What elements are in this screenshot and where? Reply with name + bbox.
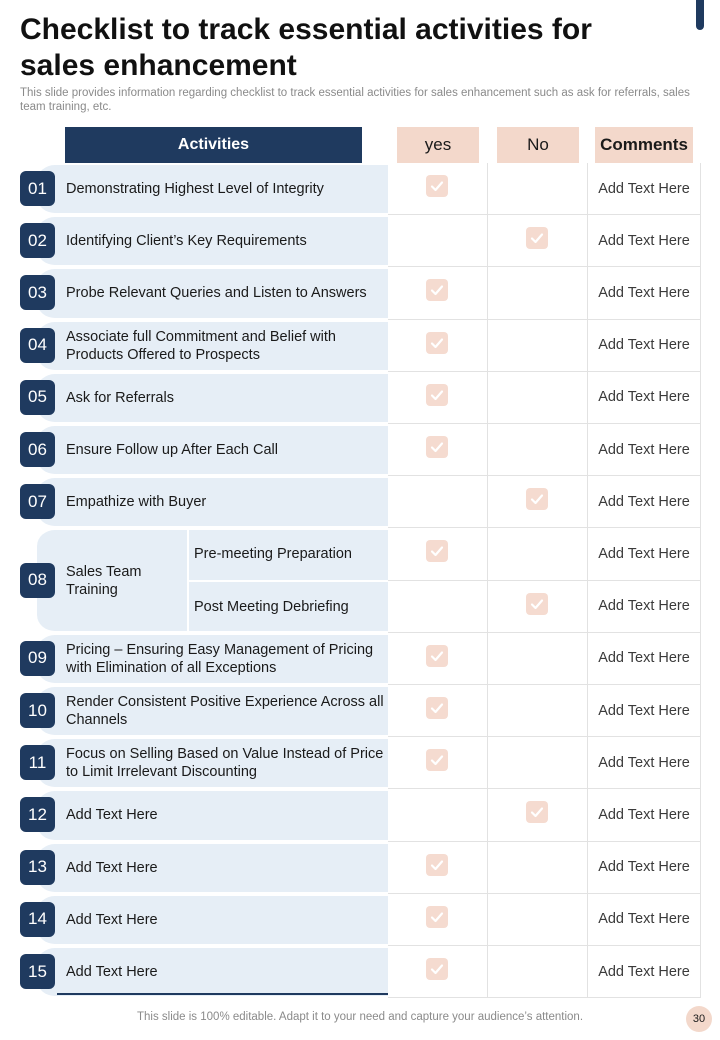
checkbox-checked-icon[interactable] (526, 593, 548, 615)
activity-label: Focus on Selling Based on Value Instead of Price to Limit Irrelevant Discounting (66, 746, 384, 781)
activity-label: Demonstrating Highest Level of Integrity (66, 181, 324, 198)
comment-cell[interactable]: Add Text Here (588, 215, 701, 267)
row-number-badge: 07 (20, 484, 55, 519)
no-cell (488, 737, 588, 789)
comment-cell[interactable]: Add Text Here (588, 424, 701, 476)
activity-label: Add Text Here (66, 911, 158, 928)
yes-cell (388, 320, 488, 372)
header-yes: yes (397, 127, 479, 163)
no-cell (488, 946, 588, 998)
page-title: Checklist to track essential activities for sales enhancement (20, 13, 592, 82)
comment-cell[interactable]: Add Text Here (588, 372, 701, 424)
yes-cell (388, 476, 488, 528)
comment-cell[interactable]: Add Text Here (588, 894, 701, 946)
yes-cell (388, 267, 488, 319)
row-number-badge: 03 (20, 275, 55, 310)
no-cell (488, 528, 588, 580)
comment-cell[interactable]: Add Text Here (588, 528, 701, 580)
yes-cell (388, 163, 488, 215)
no-cell (488, 215, 588, 267)
checkbox-checked-icon[interactable] (426, 906, 448, 928)
checkbox-checked-icon[interactable] (526, 488, 548, 510)
no-cell (488, 789, 588, 841)
table-row (0, 215, 720, 267)
table-row (0, 842, 720, 894)
header-no: No (497, 127, 579, 163)
checkbox-checked-icon[interactable] (426, 645, 448, 667)
activity-label: Ask for Referrals (66, 389, 174, 406)
comment-cell[interactable]: Add Text Here (588, 685, 701, 737)
row-number-badge: 01 (20, 171, 55, 206)
row-number-badge: 13 (20, 850, 55, 885)
row-number-badge: 05 (20, 380, 55, 415)
table-row (0, 163, 720, 215)
no-cell (488, 476, 588, 528)
checkbox-checked-icon[interactable] (526, 227, 548, 249)
row-number-badge: 02 (20, 223, 55, 258)
comment-cell[interactable]: Add Text Here (588, 842, 701, 894)
yes-cell (388, 789, 488, 841)
checkbox-checked-icon[interactable] (426, 279, 448, 301)
yes-cell (388, 424, 488, 476)
activity-group-label: Sales Team Training (66, 563, 142, 598)
checkbox-checked-icon[interactable] (426, 332, 448, 354)
row-number-badge: 04 (20, 328, 55, 363)
no-cell (488, 372, 588, 424)
yes-cell (388, 842, 488, 894)
comment-cell[interactable]: Add Text Here (588, 946, 701, 998)
table-row (0, 372, 720, 424)
activity-label: Ensure Follow up After Each Call (66, 442, 278, 459)
row-number-badge: 11 (20, 745, 55, 780)
checkbox-checked-icon[interactable] (426, 854, 448, 876)
no-cell (488, 163, 588, 215)
checkbox-checked-icon[interactable] (426, 540, 448, 562)
yes-cell (388, 372, 488, 424)
no-cell (488, 581, 588, 633)
activity-label: Render Consistent Positive Experience Across all Channels (66, 694, 384, 729)
comment-cell[interactable]: Add Text Here (588, 320, 701, 372)
comment-cell[interactable]: Add Text Here (588, 789, 701, 841)
table-row (0, 476, 720, 528)
page-number: 30 (686, 1006, 712, 1032)
table-row (0, 267, 720, 319)
yes-cell (388, 946, 488, 998)
comment-cell[interactable]: Add Text Here (588, 737, 701, 789)
table-row (0, 633, 720, 685)
comment-cell[interactable]: Add Text Here (588, 267, 701, 319)
checkbox-checked-icon[interactable] (426, 384, 448, 406)
no-cell (488, 320, 588, 372)
activity-label: Probe Relevant Queries and Listen to Answers (66, 285, 367, 302)
checkbox-checked-icon[interactable] (426, 749, 448, 771)
checkbox-checked-icon[interactable] (426, 697, 448, 719)
row-number-badge: 06 (20, 432, 55, 467)
yes-cell (388, 581, 488, 633)
table-row (0, 737, 720, 789)
checkbox-checked-icon[interactable] (426, 436, 448, 458)
row-number-badge: 10 (20, 693, 55, 728)
subactivity-label: Post Meeting Debriefing (194, 598, 349, 615)
table-row (0, 789, 720, 841)
activity-label: Add Text Here (66, 807, 158, 824)
checkbox-checked-icon[interactable] (426, 958, 448, 980)
row-number-badge: 08 (20, 563, 55, 598)
page-subtitle: This slide provides information regarding checklist to track essential activities for sales enhancement such as ask for referrals, sales team training, etc. (20, 87, 690, 113)
activity-label: Identifying Client’s Key Requirements (66, 233, 307, 250)
table-row (0, 424, 720, 476)
yes-cell (388, 528, 488, 580)
row-number-badge: 14 (20, 902, 55, 937)
checkbox-checked-icon[interactable] (526, 801, 548, 823)
yes-cell (388, 737, 488, 789)
activity-label: Associate full Commitment and Belief with Products Offered to Prospects (66, 328, 336, 363)
yes-cell (388, 685, 488, 737)
comment-cell[interactable]: Add Text Here (588, 581, 701, 633)
no-cell (488, 894, 588, 946)
row-number-badge: 09 (20, 641, 55, 676)
subactivity-label: Pre-meeting Preparation (194, 546, 352, 563)
row-number-badge: 12 (20, 797, 55, 832)
table-row (0, 685, 720, 737)
table-row (0, 320, 720, 372)
header-comments: Comments (595, 127, 693, 163)
yes-cell (388, 894, 488, 946)
yes-cell (388, 215, 488, 267)
no-cell (488, 842, 588, 894)
table-row (0, 894, 720, 946)
comment-cell[interactable]: Add Text Here (588, 633, 701, 685)
activity-label: Pricing – Ensuring Easy Management of Pricing with Elimination of all Exceptions (66, 641, 374, 676)
activity-label: Add Text Here (66, 859, 158, 876)
header-activities: Activities (65, 127, 362, 163)
table-bottom-line (57, 993, 388, 995)
footer-note: This slide is 100% editable. Adapt it to your need and capture your audience’s attention. (136, 1011, 584, 1023)
row-number-badge: 15 (20, 954, 55, 989)
table-row (0, 528, 720, 632)
table-row (0, 946, 720, 998)
activity-label: Add Text Here (66, 964, 158, 981)
yes-cell (388, 633, 488, 685)
activity-label: Empathize with Buyer (66, 494, 207, 511)
checkbox-checked-icon[interactable] (426, 175, 448, 197)
no-cell (488, 424, 588, 476)
no-cell (488, 633, 588, 685)
no-cell (488, 685, 588, 737)
corner-accent-bar (696, 0, 704, 30)
comment-cell[interactable]: Add Text Here (588, 163, 701, 215)
no-cell (488, 267, 588, 319)
comment-cell[interactable]: Add Text Here (588, 476, 701, 528)
